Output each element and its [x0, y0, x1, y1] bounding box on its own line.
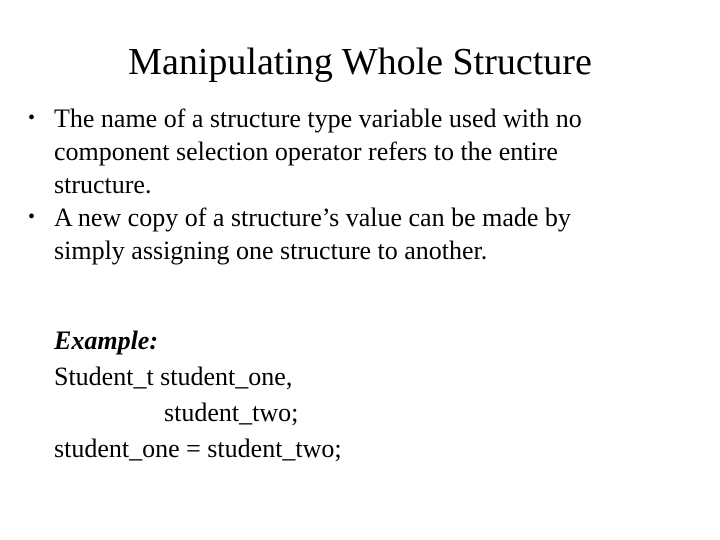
- example-heading: Example:: [54, 326, 158, 355]
- slide-title: Manipulating Whole Structure: [128, 41, 592, 83]
- bullet-text-line: structure.: [54, 170, 152, 199]
- bullet-text-line: simply assigning one structure to another.: [54, 236, 488, 265]
- bullet-list: [28, 102, 668, 267]
- bullet-text-line: A new copy of a structure’s value can be made by: [54, 203, 571, 232]
- bullet-marker: •: [28, 206, 36, 228]
- bullet-marker: •: [28, 107, 36, 129]
- code-line: student_one = student_two;: [54, 434, 342, 463]
- example-block: [54, 323, 342, 467]
- bullet-item: [28, 102, 668, 201]
- code-line: Student_t student_one,: [54, 362, 293, 391]
- code-line: student_two;: [164, 398, 299, 427]
- bullet-text-line: The name of a structure type variable used with no: [54, 104, 582, 133]
- bullet-item: [28, 201, 668, 267]
- bullet-text-line: component selection operator refers to the entire: [54, 137, 558, 166]
